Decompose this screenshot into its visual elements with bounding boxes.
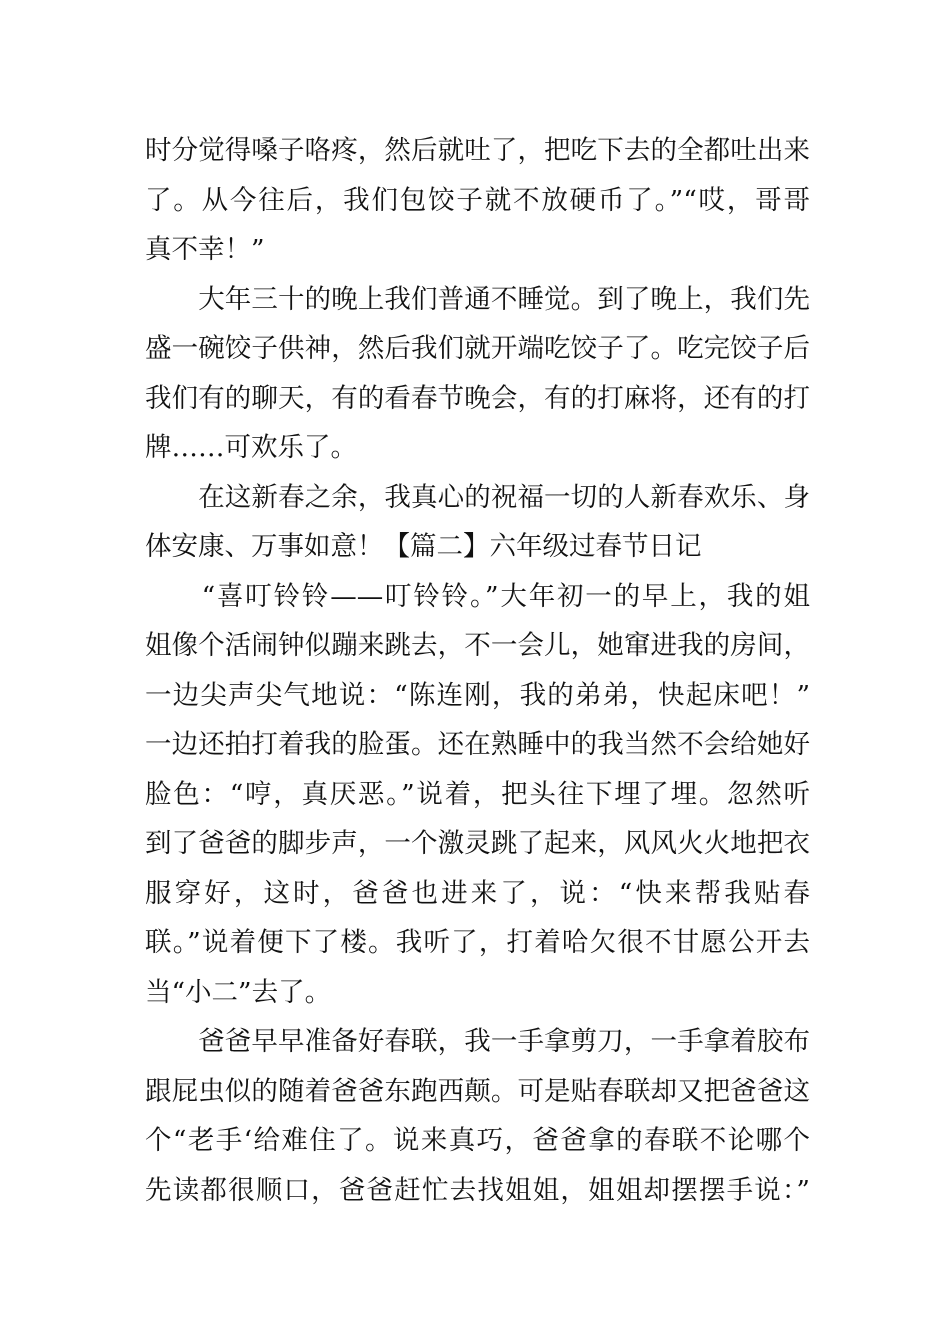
- text-line: 爸爸早早准备好春联，我一手拿剪刀，一手拿着胶布: [145, 1026, 810, 1057]
- text-line: 到了爸爸的脚步声，一个激灵跳了起来，风风火火地把衣: [145, 828, 810, 859]
- text-line: 盛一碗饺子供神，然后我们就开端吃饺子了。吃完饺子后: [145, 333, 810, 364]
- text-line: 一边尖声尖气地说：“陈连刚，我的弟弟，快起床吧！”: [145, 679, 810, 711]
- text-line: 了。从今往后，我们包饺子就不放硬币了。”“哎，哥哥: [145, 184, 810, 216]
- text-line: 一边还拍打着我的脸蛋。还在熟睡中的我当然不会给她好: [145, 729, 810, 760]
- text-line: 先读都很顺口，爸爸赶忙去找姐姐，姐姐却摆摆手说：”: [145, 1174, 810, 1206]
- text-line: 当“小二”去了。: [145, 976, 332, 1008]
- text-line: 脸色：“哼，真厌恶。”说着，把头往下埋了埋。忽然听: [145, 778, 810, 810]
- text-line: “喜叮铃铃——叮铃铃。”大年初一的早上，我的姐: [145, 580, 810, 612]
- text-line: 我们有的聊天，有的看春节晚会，有的打麻将，还有的打: [145, 382, 810, 414]
- text-line: 大年三十的晚上我们普通不睡觉。到了晚上，我们先: [145, 283, 810, 315]
- text-line: 跟屁虫似的随着爸爸东跑西颠。可是贴春联却又把爸爸这: [145, 1075, 810, 1107]
- text-line: 时分觉得嗓子咯疼，然后就吐了，把吃下去的全都吐出来: [145, 135, 810, 166]
- body-text: [145, 126, 810, 1215]
- text-line: 服穿好，这时，爸爸也进来了，说：“快来帮我贴春: [145, 877, 810, 909]
- text-line: 姐像个活闹钟似蹦来跳去，不一会儿，她窜进我的房间，: [145, 630, 810, 661]
- text-line: 联。”说着便下了楼。我听了，打着哈欠很不甘愿公开去: [145, 927, 810, 958]
- text-line: 真不幸！”: [145, 234, 265, 265]
- text-line: 在这新春之余，我真心的祝福一切的人新春欢乐、身: [145, 481, 810, 513]
- text-line: 牌……可欢乐了。: [145, 432, 357, 463]
- text-line: 个“老手‘给难住了。说来真巧，爸爸拿的春联不论哪个: [145, 1125, 810, 1156]
- text-line: 体安康、万事如意！【篇二】六年级过春节日记: [145, 531, 702, 562]
